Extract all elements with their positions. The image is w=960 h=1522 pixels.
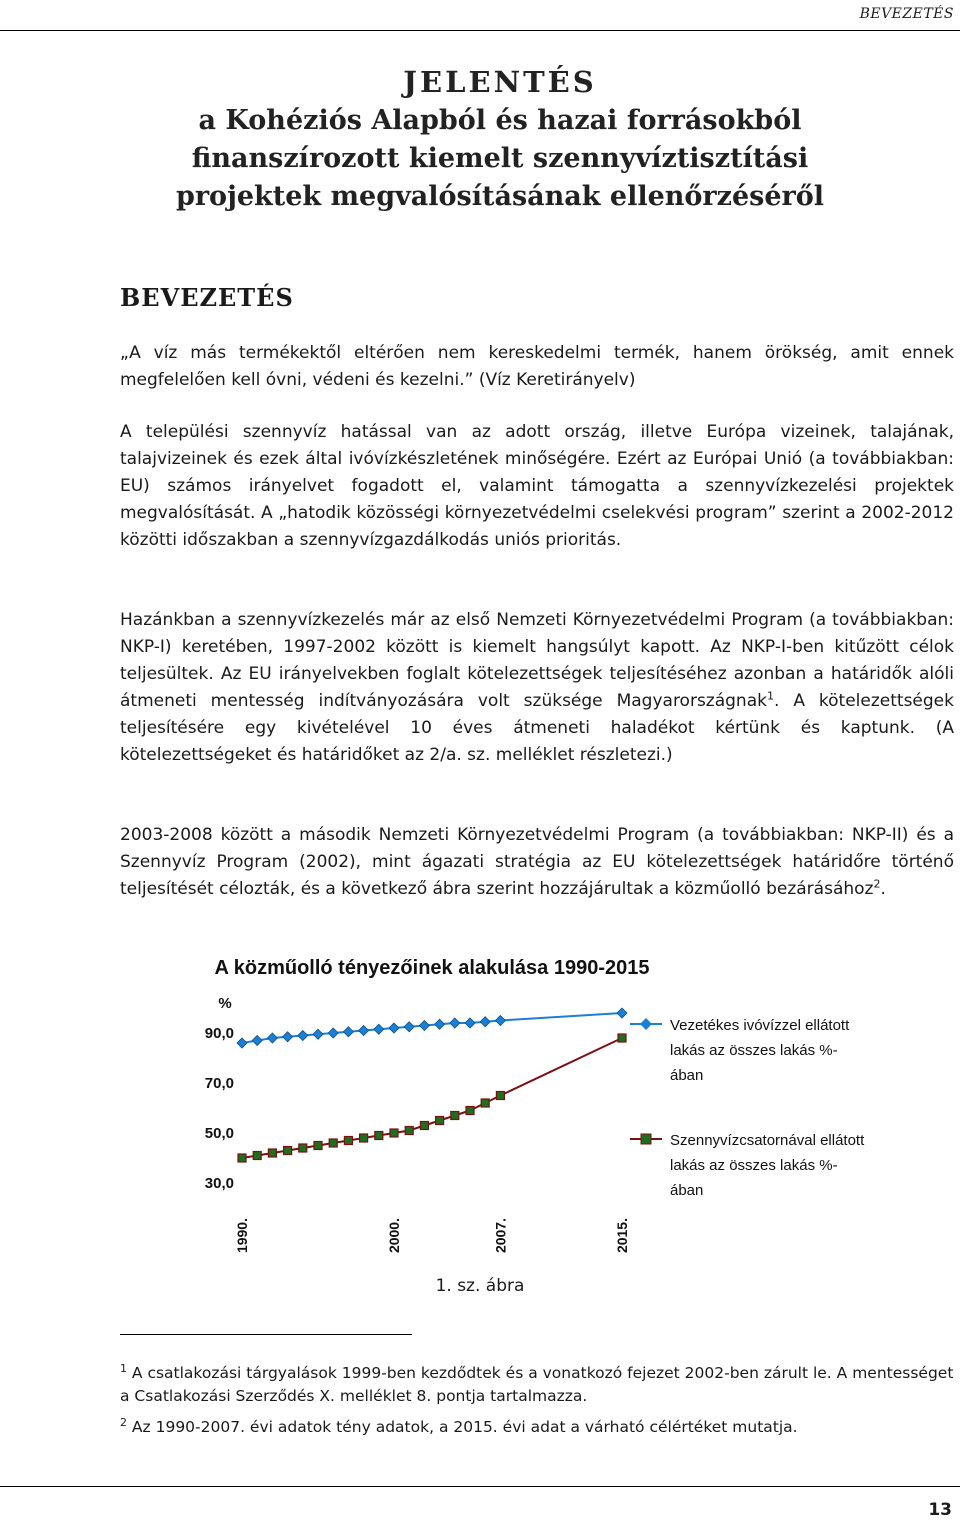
title-line-1: a Kohéziós Alapból és hazai forrásokból <box>198 105 802 136</box>
chart-svg <box>190 946 890 1276</box>
footnote-ref-2[interactable]: 2 <box>873 877 881 891</box>
data-point-diamond <box>267 1033 277 1043</box>
legend-label: lakás az összes lakás %- <box>670 1157 838 1174</box>
legend-label: lakás az összes lakás %- <box>670 1042 838 1059</box>
y-tick-label: 50,0 <box>204 1125 234 1142</box>
footer-rule <box>0 1486 960 1487</box>
y-tick-label: 90,0 <box>204 1025 234 1042</box>
x-tick-label: 1990. <box>234 1218 250 1254</box>
data-point-square <box>420 1122 428 1130</box>
footnote-1-text: A csatlakozási tárgyalások 1999-ben kezdődtek és a vonatkozó fejezet 2002-ben zárult le. A mentességet a Csatlakozási Szerződés X. melléklet 8. pontja tartalmazza. <box>120 1364 954 1405</box>
paragraph-3 <box>120 607 954 769</box>
footnote-1-number: 1 <box>120 1361 127 1375</box>
data-point-square <box>238 1154 246 1162</box>
header-rule <box>0 30 960 31</box>
data-point-diamond <box>283 1032 293 1042</box>
footnote-ref-1[interactable]: 1 <box>766 689 774 703</box>
paragraph-4-text-b: . <box>880 879 886 899</box>
legend-marker-square <box>641 1134 651 1144</box>
x-tick-label: 2007. <box>492 1218 509 1254</box>
data-point-square <box>436 1117 444 1125</box>
data-point-diamond <box>495 1016 505 1026</box>
data-point-square <box>451 1112 459 1120</box>
x-tick-label: 2015. <box>614 1218 630 1254</box>
paragraph-3-text-a: Hazánkban a szennyvízkezelés már az első Nemzeti Környezetvédelmi Program (a továbbiakban: NKP-I) keretében, 1997-2002 között is kiemelt hangsúlyt kapott. Az NKP-I-ben kitűzött célok teljesültek. Az EU irányelvekben foglalt kötelezettségek teljesítéséhez azonban a határidők alóli átmeneti mentesség indítványozására volt szüksége Magyarországnak <box>120 610 954 711</box>
data-point-square <box>329 1139 337 1147</box>
data-point-diamond <box>465 1018 475 1028</box>
chart-title: A közműolló tényezőinek alakulása 1990-2015 <box>214 957 650 979</box>
quote-paragraph: „A víz más termékektől eltérően nem kereskedelmi termék, hanem örökség, amit ennek megfelelően kell óvni, védeni és kezelni.” (Víz Keretirányelv) <box>120 343 954 390</box>
data-point-diamond <box>298 1031 308 1041</box>
data-point-square <box>618 1034 626 1042</box>
footnote-2-number: 2 <box>120 1415 127 1429</box>
data-point-diamond <box>404 1022 414 1032</box>
series-line-2 <box>242 1038 622 1158</box>
data-point-square <box>481 1099 489 1107</box>
y-tick-label: 30,0 <box>204 1175 234 1192</box>
data-point-square <box>390 1129 398 1137</box>
running-header: BEVEZETÉS <box>859 6 954 22</box>
data-point-square <box>466 1107 474 1115</box>
data-point-diamond <box>328 1028 338 1038</box>
title-line-2: finanszírozott kiemelt szennyvíztisztítási <box>191 143 809 174</box>
title-main: JELENTÉS <box>403 65 597 99</box>
y-tick-label: 70,0 <box>204 1075 234 1092</box>
data-point-diamond <box>450 1018 460 1028</box>
footnote-rule <box>120 1334 412 1335</box>
data-point-square <box>375 1132 383 1140</box>
data-point-square <box>253 1152 261 1160</box>
legend-label: ában <box>670 1067 704 1084</box>
report-title <box>120 62 880 216</box>
data-point-diamond <box>419 1021 429 1031</box>
chart-figure <box>190 946 890 1276</box>
data-point-diamond <box>617 1008 627 1018</box>
footnote-1 <box>120 1362 954 1408</box>
data-point-diamond <box>435 1019 445 1029</box>
data-point-square <box>299 1144 307 1152</box>
paragraph-4 <box>120 822 954 903</box>
data-point-square <box>344 1137 352 1145</box>
series-line-1 <box>242 1013 622 1043</box>
data-point-square <box>496 1092 504 1100</box>
paragraph-3-text-b: . A kötelezettségek teljesítésére egy kivételével 10 éves átmeneti haladékot kértünk és kaptunk. (A kötelezettségeket és határidőket az 2/a. sz. melléklet részletezi.) <box>120 691 954 765</box>
data-point-square <box>268 1149 276 1157</box>
paragraph-2: A települési szennyvíz hatással van az adott ország, illetve Európa vizeinek, talajának, talajvizeinek és ezek által ivóvízkészletének minőségére. Ezért az Európai Unió (a továbbiakban: EU) számos irányelvet fogadott el, valamint támogatta a szennyvízkezelési projektek megvalósítását. A „hatodik közösségi környezetvédelmi cselekvési program” szerint a 2002-2012 közötti időszakban a szennyvízgazdálkodás uniós prioritás. <box>120 422 954 550</box>
data-point-diamond <box>313 1029 323 1039</box>
page-number: 13 <box>928 1500 952 1520</box>
legend-label: ában <box>670 1182 704 1199</box>
section-heading: BEVEZETÉS <box>120 283 294 312</box>
legend-marker-diamond <box>640 1018 652 1030</box>
paragraph-4-text-a: 2003-2008 között a második Nemzeti Környezetvédelmi Program (a továbbiakban: NKP-II) és a Szennyvíz Program (2002), mint ágazati stratégia az EU kötelezettségek határidőre történő teljesítését célozták, és a következő ábra szerint hozzájárultak a közműolló bezárásához <box>120 825 954 899</box>
data-point-square <box>405 1127 413 1135</box>
footnote-2 <box>120 1416 954 1439</box>
data-point-diamond <box>237 1038 247 1048</box>
figure-caption: 1. sz. ábra <box>435 1276 525 1296</box>
legend-label: Vezetékes ivóvízzel ellátott <box>670 1017 850 1034</box>
data-point-square <box>360 1134 368 1142</box>
data-point-diamond <box>374 1024 384 1034</box>
footnote-2-text: Az 1990-2007. évi adatok tény adatok, a 2015. évi adat a várható célértéket mutatja. <box>127 1418 798 1436</box>
x-tick-label: 2000. <box>386 1218 402 1254</box>
data-point-square <box>314 1142 322 1150</box>
y-axis-label: % <box>218 995 232 1012</box>
data-point-diamond <box>359 1026 369 1036</box>
title-line-3: projektek megvalósításának ellenőrzéséről <box>175 181 825 212</box>
data-point-diamond <box>343 1027 353 1037</box>
data-point-diamond <box>389 1023 399 1033</box>
data-point-diamond <box>252 1036 262 1046</box>
legend-label: Szennyvízcsatornával ellátott <box>670 1132 865 1149</box>
data-point-diamond <box>480 1017 490 1027</box>
data-point-square <box>284 1147 292 1155</box>
